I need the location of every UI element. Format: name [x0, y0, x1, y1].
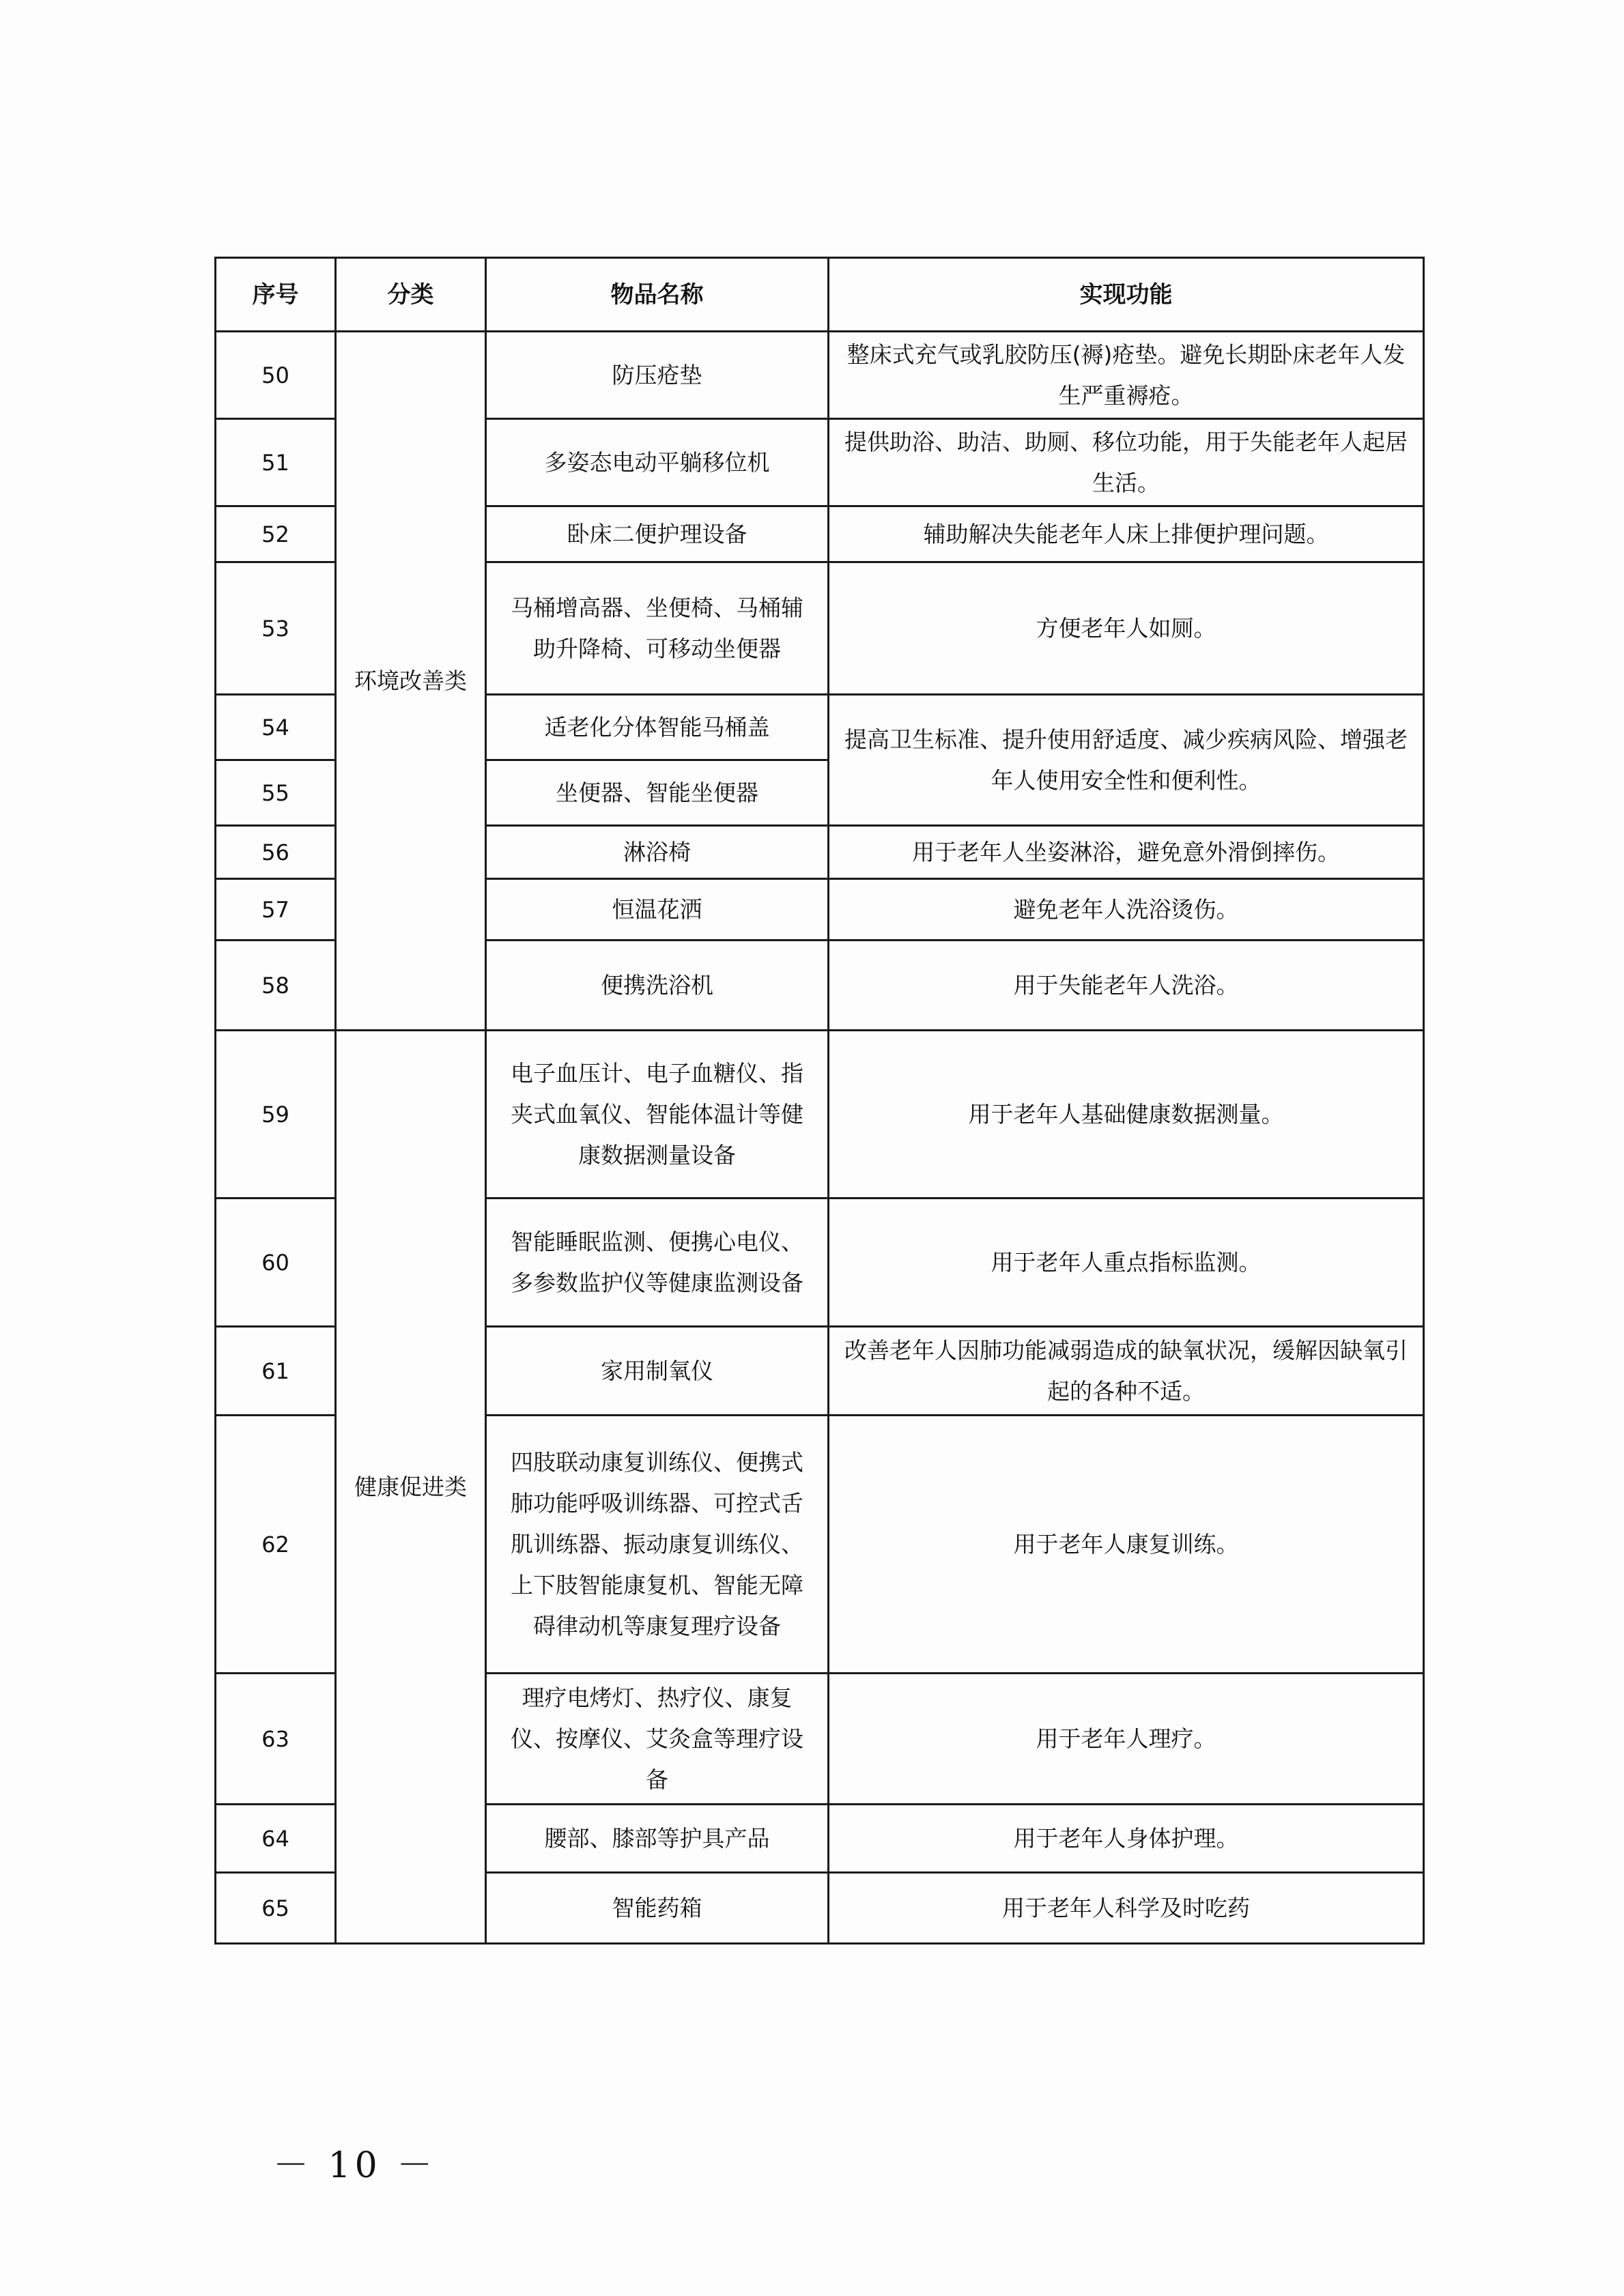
- row-no: 54: [216, 695, 336, 760]
- row-name: 腰部、膝部等护具产品: [486, 1805, 829, 1873]
- row-name: 智能药箱: [486, 1873, 829, 1944]
- row-function: 用于老年人理疗。: [829, 1674, 1424, 1805]
- row-function: 用于老年人重点指标监测。: [829, 1199, 1424, 1327]
- row-name: 智能睡眠监测、便携心电仪、多参数监护仪等健康监测设备: [486, 1199, 829, 1327]
- row-no: 61: [216, 1327, 336, 1416]
- row-no: 64: [216, 1805, 336, 1873]
- table-row: [216, 332, 1424, 419]
- row-name: 防压疮垫: [486, 332, 829, 419]
- row-function: 提供助浴、助洁、助厕、移位功能，用于失能老年人起居生活。: [829, 419, 1424, 506]
- header-no: 序号: [216, 258, 336, 332]
- row-name: 理疗电烤灯、热疗仪、康复仪、按摩仪、艾灸盒等理疗设备: [486, 1674, 829, 1805]
- row-function: 提高卫生标准、提升使用舒适度、减少疾病风险、增强老年人使用安全性和便利性。: [829, 695, 1424, 826]
- row-function: 用于失能老年人洗浴。: [829, 941, 1424, 1031]
- row-no: 56: [216, 826, 336, 879]
- row-no: 65: [216, 1873, 336, 1944]
- row-name: 多姿态电动平躺移位机: [486, 419, 829, 506]
- row-no: 62: [216, 1416, 336, 1674]
- row-no: 59: [216, 1031, 336, 1199]
- table-row: [216, 1031, 1424, 1199]
- row-function: 避免老年人洗浴烫伤。: [829, 879, 1424, 941]
- row-no: 50: [216, 332, 336, 419]
- row-no: 53: [216, 562, 336, 695]
- category-environment: 环境改善类: [336, 332, 486, 1031]
- row-name: 适老化分体智能马桶盖: [486, 695, 829, 760]
- row-no: 57: [216, 879, 336, 941]
- row-function: 用于老年人科学及时吃药: [829, 1873, 1424, 1944]
- row-no: 60: [216, 1199, 336, 1327]
- row-function: 整床式充气或乳胶防压(褥)疮垫。避免长期卧床老年人发生严重褥疮。: [829, 332, 1424, 419]
- header-category: 分类: [336, 258, 486, 332]
- row-name: 马桶增高器、坐便椅、马桶辅助升降椅、可移动坐便器: [486, 562, 829, 695]
- row-name: 便携洗浴机: [486, 941, 829, 1031]
- category-health: 健康促进类: [336, 1031, 486, 1944]
- row-function: 辅助解决失能老年人床上排便护理问题。: [829, 506, 1424, 562]
- row-name: 四肢联动康复训练仪、便携式肺功能呼吸训练器、可控式舌肌训练器、振动康复训练仪、上下肢智能康复机、智能无障碍律动机等康复理疗设备: [486, 1416, 829, 1674]
- row-no: 51: [216, 419, 336, 506]
- row-no: 58: [216, 941, 336, 1031]
- row-function: 用于老年人身体护理。: [829, 1805, 1424, 1873]
- row-name: 恒温花洒: [486, 879, 829, 941]
- table-header-row: [216, 258, 1424, 332]
- row-function: 方便老年人如厕。: [829, 562, 1424, 695]
- row-no: 55: [216, 760, 336, 826]
- row-function: 用于老年人基础健康数据测量。: [829, 1031, 1424, 1199]
- row-no: 63: [216, 1674, 336, 1805]
- row-function: 用于老年人康复训练。: [829, 1416, 1424, 1674]
- row-name: 家用制氧仪: [486, 1327, 829, 1416]
- row-name: 电子血压计、电子血糖仪、指夹式血氧仪、智能体温计等健康数据测量设备: [486, 1031, 829, 1199]
- row-no: 52: [216, 506, 336, 562]
- row-function: 改善老年人因肺功能减弱造成的缺氧状况，缓解因缺氧引起的各种不适。: [829, 1327, 1424, 1416]
- row-name: 坐便器、智能坐便器: [486, 760, 829, 826]
- header-name: 物品名称: [486, 258, 829, 332]
- row-function: 用于老年人坐姿淋浴，避免意外滑倒摔伤。: [829, 826, 1424, 879]
- header-function: 实现功能: [829, 258, 1424, 332]
- row-name: 淋浴椅: [486, 826, 829, 879]
- equipment-table: [214, 257, 1425, 1945]
- page-number: － 10 －: [273, 2145, 437, 2186]
- row-name: 卧床二便护理设备: [486, 506, 829, 562]
